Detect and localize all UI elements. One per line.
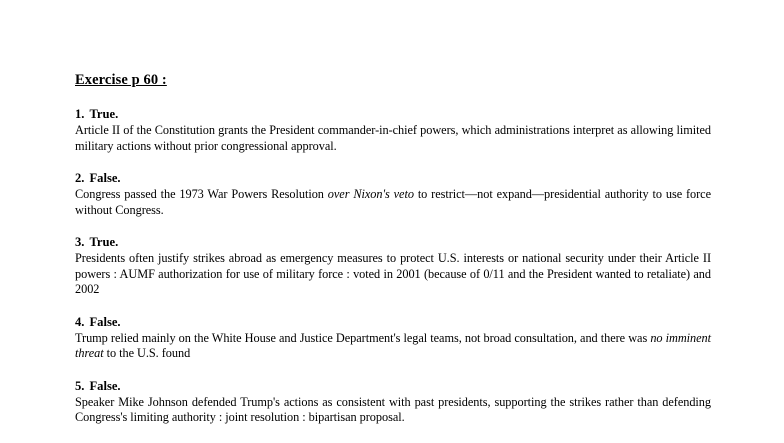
explanation-text: to restrict—not expand—presidential authority to use force without Congress. [75, 187, 711, 217]
answer-item-3 [75, 235, 711, 298]
answer-item-2 [75, 171, 711, 218]
answer-label [75, 235, 711, 249]
answer-label [75, 379, 711, 393]
answer-verdict: False. [89, 314, 121, 329]
document-page [75, 72, 711, 443]
explanation-text: Article II of the Constitution grants the President commander-in-chief powers, which administrations interpret as allowing limited military actions without prior congressional approval. [75, 123, 711, 153]
explanation-text: Congress passed the 1973 War Powers Resolution [75, 187, 328, 201]
answer-label [75, 315, 711, 329]
answer-explanation [75, 331, 711, 362]
answer-verdict: True. [89, 235, 119, 249]
exercise-heading: Exercise p 60 : [75, 72, 167, 88]
answer-item-4 [75, 315, 711, 362]
answer-item-5 [75, 379, 711, 426]
emphasis-text: over Nixon's veto [327, 187, 414, 201]
item-number: 3. [75, 235, 85, 249]
emphasis-text: no imminent threat [75, 330, 711, 360]
item-number: 4. [75, 314, 85, 329]
item-number: 5. [75, 378, 85, 393]
answer-explanation [75, 251, 711, 298]
answer-explanation [75, 123, 711, 154]
explanation-text: Presidents often justify strikes abroad as emergency measures to protect U.S. interests or national security under their Article II powers : AUMF authorization for use of military force : voted in 2001 (because of 0/11 and the President wanted to retaliate) and 2002 [75, 251, 711, 296]
answer-explanation [75, 395, 711, 426]
answer-explanation [75, 187, 711, 218]
explanation-text: Speaker Mike Johnson defended Trump's actions as consistent with past presidents, supporting the strikes rather than defending Congress's limiting authority : joint resolution : bipartisan proposal. [75, 394, 711, 424]
answer-verdict: True. [89, 107, 119, 121]
explanation-text: to the U.S. found [103, 346, 191, 360]
answer-verdict: False. [89, 378, 121, 393]
answer-verdict: False. [89, 171, 121, 185]
answer-item-1 [75, 107, 711, 154]
item-number: 2. [75, 171, 85, 185]
answer-label [75, 107, 711, 121]
item-number: 1. [75, 107, 85, 121]
explanation-text: Trump relied mainly on the White House and Justice Department's legal teams, not broad consultation, and there was [75, 330, 651, 345]
answer-label [75, 171, 711, 185]
